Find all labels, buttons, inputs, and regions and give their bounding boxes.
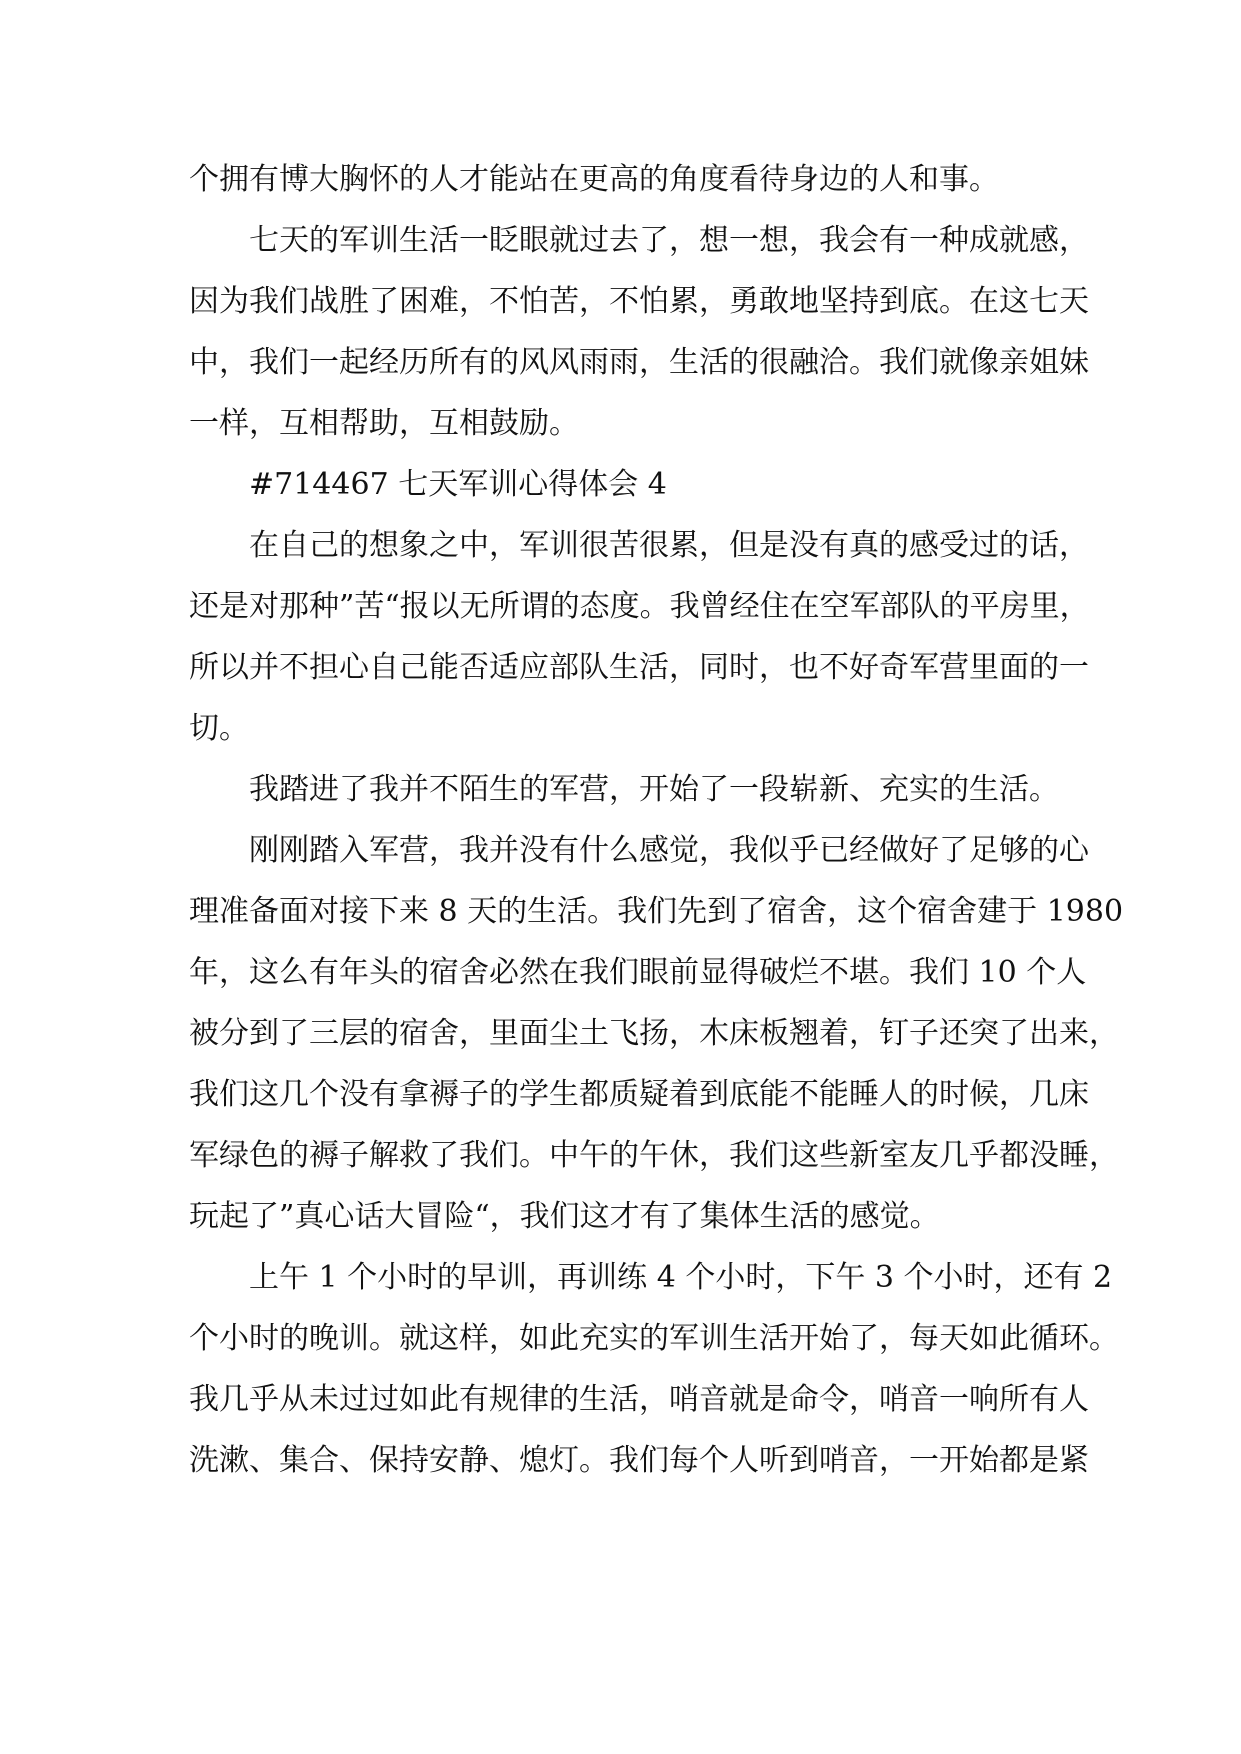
text-line: 在自己的想象之中，军训很苦很累，但是没有真的感受过的话，: [249, 528, 1089, 563]
text-line: 我几乎从未过过如此有规律的生活，哨音就是命令，哨音一响所有人: [189, 1382, 1089, 1417]
document-body: [189, 160, 1124, 1502]
text-line: 中，我们一起经历所有的风风雨雨，生活的很融洽。我们就像亲姐妹: [189, 345, 1089, 380]
text-line: 所以并不担心自己能否适应部队生活，同时，也不好奇军营里面的一: [189, 650, 1089, 685]
text-line: 一样，互相帮助，互相鼓励。: [189, 406, 579, 441]
text-line: 我踏进了我并不陌生的军营，开始了一段崭新、充实的生活。: [249, 772, 1059, 807]
text-line: 切。: [189, 711, 249, 746]
text-line: 洗漱、集合、保持安静、熄灯。我们每个人听到哨音，一开始都是紧: [189, 1443, 1089, 1478]
text-line: 因为我们战胜了困难，不怕苦，不怕累，勇敢地坚持到底。在这七天: [189, 284, 1089, 319]
text-line: 被分到了三层的宿舍，里面尘土飞扬，木床板翘着，钉子还突了出来，: [189, 1016, 1119, 1051]
text-line: 军绿色的褥子解救了我们。中午的午休，我们这些新室友几乎都没睡，: [189, 1138, 1119, 1173]
text-line: 年，这么有年头的宿舍必然在我们眼前显得破烂不堪。我们 10 个人: [189, 955, 1087, 990]
text-line: 个拥有博大胸怀的人才能站在更高的角度看待身边的人和事。: [189, 162, 999, 197]
text-line: 刚刚踏入军营，我并没有什么感觉，我似乎已经做好了足够的心: [249, 833, 1089, 868]
section-heading: #714467 七天军训心得体会 4: [249, 467, 667, 502]
text-line: 玩起了”真心话大冒险“，我们这才有了集体生活的感觉。: [189, 1199, 940, 1234]
text-line: 上午 1 个小时的早训，再训练 4 个小时，下午 3 个小时，还有 2: [249, 1260, 1113, 1295]
text-line: 理准备面对接下来 8 天的生活。我们先到了宿舍，这个宿舍建于 1980: [189, 894, 1124, 929]
text-line: 七天的军训生活一眨眼就过去了，想一想，我会有一种成就感，: [249, 223, 1089, 258]
text-line: 我们这几个没有拿褥子的学生都质疑着到底能不能睡人的时候，几床: [189, 1077, 1089, 1112]
text-line: 个小时的晚训。就这样，如此充实的军训生活开始了，每天如此循环。: [189, 1321, 1119, 1356]
text-line: 还是对那种”苦“报以无所谓的态度。我曾经住在空军部队的平房里，: [189, 589, 1090, 624]
